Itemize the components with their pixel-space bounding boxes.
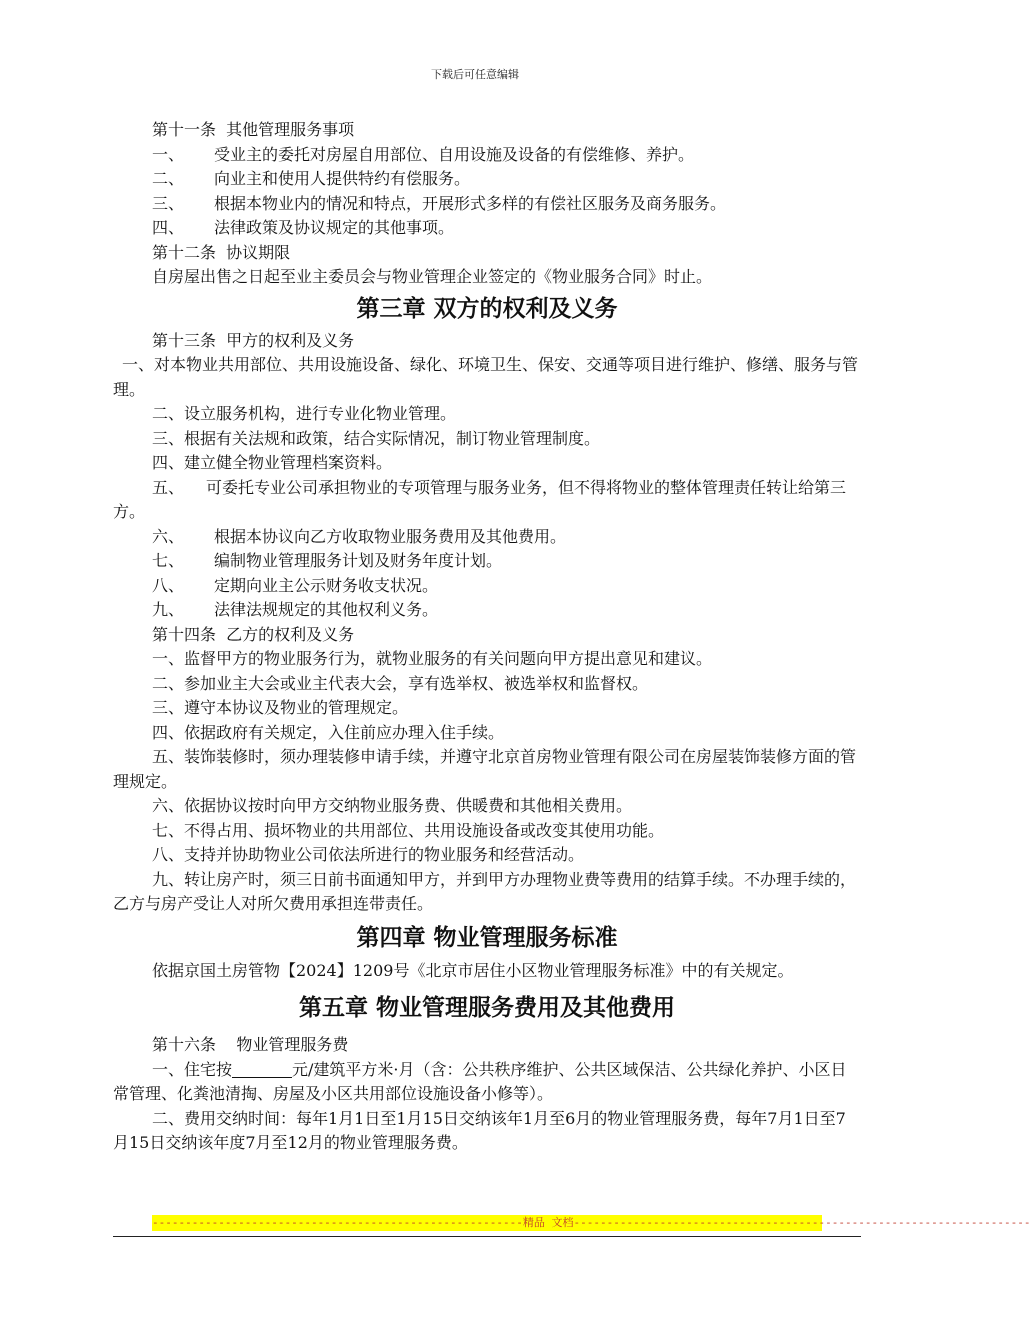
- article-16-title: 第十六条 物业管理服务费: [152, 1035, 349, 1054]
- item-text: 法律法规规定的其他权利义务。: [214, 600, 439, 619]
- article-13-para-5: [113, 476, 861, 525]
- item-number: 五、: [152, 477, 185, 497]
- article-13-title: 第十三条 甲方的权利及义务: [152, 330, 355, 350]
- item-number: 八、: [152, 575, 185, 595]
- chapter-5-heading: 第五章 物业管理服务费用及其他费用: [298, 995, 675, 1021]
- chapter-3-heading: 第三章 双方的权利及义务: [356, 295, 618, 322]
- item-number: 九、: [152, 600, 185, 619]
- article-14-para-6: 六、依据协议按时向甲方交纳物业服务费、供暖费和其他相关费用。: [152, 796, 633, 815]
- article-13-item-7: [113, 549, 861, 574]
- article-14-para-3: 三、遵守本协议及物业的管理规定。: [152, 698, 409, 717]
- article-13-para-3: 三、根据有关法规和政策，结合实际情况，制订物业管理制度。: [152, 428, 601, 448]
- article-11-item-1: [113, 143, 861, 168]
- article-11-item-4: [113, 216, 861, 241]
- item-number: 二、: [152, 169, 185, 188]
- item-text: 法律政策及协议规定的其他事项。: [214, 218, 455, 237]
- footer-banner: --------------------------------------------------------精品 文档---------------------------------------------------------------------: [152, 1216, 1030, 1229]
- article-16-para-1: [113, 1058, 861, 1107]
- item-text: 定期向业主公示财务收支状况。: [214, 575, 439, 595]
- article-13-para-1: 一、对本物业共用部位、共用设施设备、绿化、环境卫生、保安、交通等项目进行维护、修缮、服务与管理。: [113, 355, 859, 399]
- article-13-item-8: [113, 574, 861, 599]
- item-number: 六、: [152, 526, 185, 546]
- item-text: 根据本协议向乙方收取物业服务费用及其他费用。: [214, 526, 567, 546]
- article-13-item-6: [113, 525, 861, 550]
- item-number: 三、: [152, 193, 185, 213]
- article-14-para-2: 二、参加业主大会或业主代表大会，享有选举权、被选举权和监督权。: [152, 673, 649, 693]
- article-14-para-9: 九、转让房产时，须三日前书面通知甲方，并到甲方办理物业费等费用的结算手续。不办理手续的，乙方与房产受让人对所欠费用承担连带责任。: [113, 869, 857, 913]
- item-number: 一、: [152, 144, 185, 164]
- fee-amount-blank: [232, 1061, 292, 1078]
- item-text: 向业主和使用人提供特约有偿服务。: [214, 169, 471, 188]
- article-11-item-2: [113, 167, 861, 192]
- item-text: 根据本物业内的情况和特点，开展形式多样的有偿社区服务及商务服务。: [214, 193, 727, 213]
- document-body: [113, 118, 861, 1156]
- article-12-title: 第十二条 协议期限: [152, 242, 291, 262]
- chapter-4-heading: 第四章 物业管理服务标准: [356, 924, 618, 951]
- article-13-item-9: [113, 598, 861, 623]
- article-11-item-3: [113, 192, 861, 217]
- article-14-para-4: 四、依据政府有关规定，入住前应办理入住手续。: [152, 722, 505, 742]
- article-14-para-5: 五、装饰装修时，须办理装修申请手续，并遵守北京首房物业管理有限公司在房屋装饰装修方面的管理规定。: [113, 747, 857, 791]
- fee-label: 一、住宅按: [152, 1059, 233, 1079]
- page-header-note: 下载后可任意编辑: [431, 68, 519, 81]
- item-text: 编制物业管理服务计划及财务年度计划。: [214, 551, 503, 570]
- item-number: 七、: [152, 551, 185, 570]
- article-12-text: 自房屋出售之日起至业主委员会与物业管理企业签定的《物业服务合同》时止。: [152, 267, 713, 286]
- article-14-para-7: 七、不得占用、损坏物业的共用部位、共用设施设备或改变其使用功能。: [152, 820, 665, 840]
- item-text: 可委托专业公司承担物业的专项管理与服务业务，但不得将物业的整体管理责任转让给第三方。: [113, 477, 847, 521]
- article-13-para-4: 四、建立健全物业管理档案资料。: [152, 453, 393, 472]
- chapter-4-text: 依据京国土房管物【2024】1209号《北京市居住小区物业管理服务标准》中的有关规定。: [152, 960, 794, 980]
- item-number: 四、: [152, 218, 185, 237]
- article-14-para-1: 一、监督甲方的物业服务行为，就物业服务的有关问题向甲方提出意见和建议。: [152, 649, 713, 668]
- fee-text: 元/建筑平方米·月（含：公共秩序维护、公共区域保洁、公共绿化养护、小区日常管理、化粪池清掏、房屋及小区共用部位设施设备小修等）。: [113, 1059, 847, 1103]
- article-11-title: 第十一条 其他管理服务事项: [152, 120, 355, 139]
- article-13-para-2: 二、设立服务机构，进行专业化物业管理。: [152, 404, 457, 423]
- article-16-para-2: 二、费用交纳时间：每年1月1日至1月15日交纳该年1月至6月的物业管理服务费，每年7月1日至7月15日交纳该年度7月至12月的物业管理服务费。: [113, 1108, 846, 1152]
- article-14-title: 第十四条 乙方的权利及义务: [152, 624, 355, 644]
- footer-rule: [113, 1236, 861, 1237]
- item-text: 受业主的委托对房屋自用部位、自用设施及设备的有偿维修、养护。: [214, 144, 695, 164]
- article-14-para-8: 八、支持并协助物业公司依法所进行的物业服务和经营活动。: [152, 845, 585, 864]
